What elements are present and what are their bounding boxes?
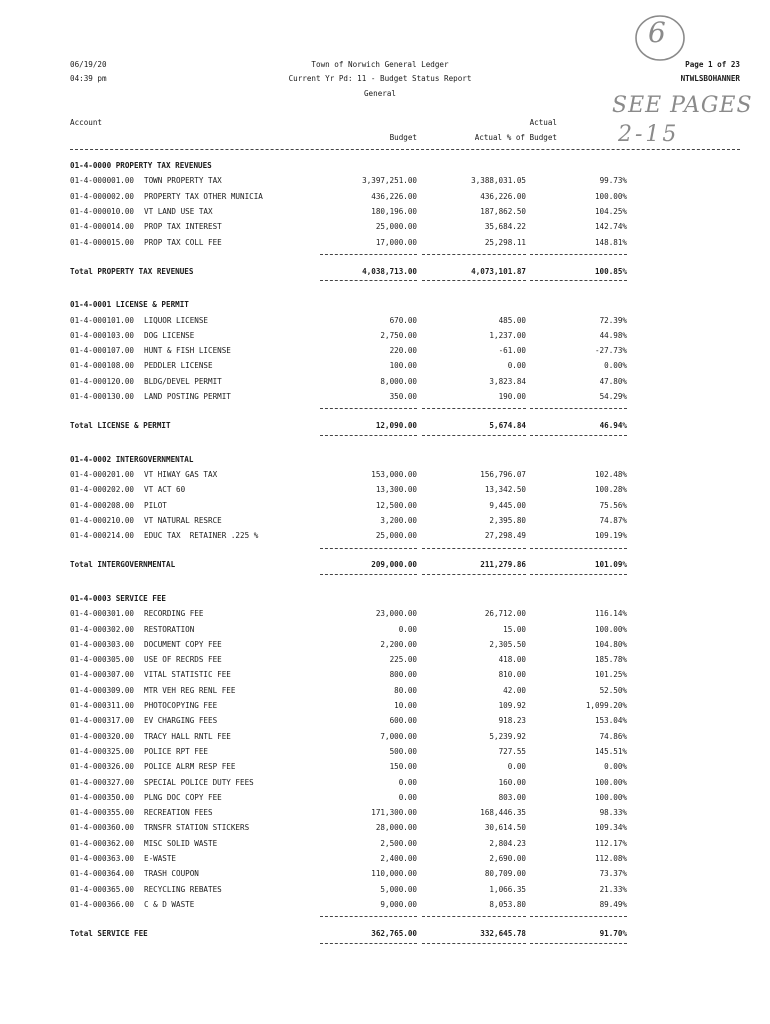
percent-of-budget: 104.25% xyxy=(594,206,627,216)
budget-value: 171,300.00 xyxy=(371,808,417,818)
percent-of-budget: 99.73% xyxy=(599,176,627,186)
total-budget: 362,765.00 xyxy=(371,929,417,939)
account-number: 01-4-000355.00 xyxy=(70,808,135,818)
percent-of-budget: 100.00% xyxy=(594,777,627,787)
percent-of-budget: 52.50% xyxy=(599,685,627,695)
actual-value: 160.00 xyxy=(498,777,526,787)
budget-value: 436,226.00 xyxy=(371,191,417,201)
subtotal-rule xyxy=(422,254,526,255)
account-number: 01-4-000303.00 xyxy=(70,639,135,649)
total-percent: 100.85% xyxy=(594,266,627,276)
actual-value: 2,305.50 xyxy=(489,639,526,649)
account-description: C & D WASTE xyxy=(144,899,195,909)
account-description: EDUC TAX RETAINER .225 % xyxy=(144,531,259,541)
ledger-row xyxy=(70,747,770,755)
subtotal-rule xyxy=(422,916,526,917)
account-description: USE OF RECRDS FEE xyxy=(144,655,222,665)
total-rule xyxy=(422,280,526,281)
budget-value: 350.00 xyxy=(389,392,417,402)
budget-value: 17,000.00 xyxy=(375,237,417,247)
col-budget-header: Budget xyxy=(389,133,417,142)
subtotal-rule xyxy=(320,254,417,255)
total-label: Total LICENSE & PERMIT xyxy=(70,421,171,431)
account-description: RECREATION FEES xyxy=(144,808,213,818)
account-description: DOG LICENSE xyxy=(144,330,195,340)
account-number: 01-4-000015.00 xyxy=(70,237,135,247)
account-description: PHOTOCOPYING FEE xyxy=(144,701,218,711)
budget-value: 25,000.00 xyxy=(375,531,417,541)
total-rule xyxy=(422,435,526,436)
col-actual-pct-header xyxy=(400,133,557,142)
actual-value: 0.00 xyxy=(507,361,526,371)
ledger-row xyxy=(70,869,770,877)
section-title: 01-4-0000 PROPERTY TAX REVENUES xyxy=(70,161,212,170)
budget-value: 7,000.00 xyxy=(380,731,417,741)
total-budget: 4,038,713.00 xyxy=(362,266,417,276)
percent-of-budget: 75.56% xyxy=(599,500,627,510)
ledger-row xyxy=(70,655,770,663)
account-number: 01-4-000326.00 xyxy=(70,762,135,772)
account-description: EV CHARGING FEES xyxy=(144,716,218,726)
actual-value: 80,709.00 xyxy=(484,869,526,879)
total-rule xyxy=(422,574,526,575)
account-description: VITAL STATISTIC FEE xyxy=(144,670,231,680)
total-actual: 211,279.86 xyxy=(480,560,526,570)
total-label: Total INTERGOVERNMENTAL xyxy=(70,560,176,570)
ledger-row xyxy=(70,176,770,184)
budget-value: 153,000.00 xyxy=(371,470,417,480)
account-description: RECORDING FEE xyxy=(144,609,204,619)
budget-value: 3,397,251.00 xyxy=(362,176,417,186)
percent-of-budget: 98.33% xyxy=(599,808,627,818)
account-description: LIQUOR LICENSE xyxy=(144,315,209,325)
budget-value: 800.00 xyxy=(389,670,417,680)
budget-value: 3,200.00 xyxy=(380,515,417,525)
budget-value: 2,200.00 xyxy=(380,639,417,649)
percent-of-budget: 0.00% xyxy=(604,361,627,371)
page-number: Page 1 of 23 xyxy=(685,60,740,69)
section-title: 01-4-0002 INTERGOVERNMENTAL xyxy=(70,454,194,464)
account-description: TRACY HALL RNTL FEE xyxy=(144,731,231,741)
percent-of-budget: 74.87% xyxy=(599,515,627,525)
section-total-row xyxy=(70,929,770,937)
account-description: POLICE RPT FEE xyxy=(144,746,209,756)
total-percent: 101.09% xyxy=(594,560,627,570)
budget-value: 0.00 xyxy=(398,777,417,787)
total-rule xyxy=(530,280,627,281)
budget-value: 670.00 xyxy=(389,315,417,325)
section-total-row xyxy=(70,421,770,429)
actual-value: 27,298.49 xyxy=(484,531,526,541)
budget-value: 110,000.00 xyxy=(371,869,417,879)
actual-value: 727.55 xyxy=(498,746,526,756)
actual-value: 13,342.50 xyxy=(484,485,526,495)
header-rule xyxy=(70,149,740,150)
report-organization: Town of Norwich General Ledger xyxy=(311,60,449,69)
budget-value: 100.00 xyxy=(389,361,417,371)
ledger-row xyxy=(70,793,770,801)
percent-of-budget: 100.28% xyxy=(594,485,627,495)
subtotal-rule xyxy=(320,916,417,917)
actual-value: 26,712.00 xyxy=(484,609,526,619)
ledger-row xyxy=(70,501,770,509)
budget-value: 220.00 xyxy=(389,346,417,356)
ledger-row xyxy=(70,392,770,400)
actual-value: 2,395.80 xyxy=(489,515,526,525)
actual-value: 168,446.35 xyxy=(480,808,526,818)
actual-value: 190.00 xyxy=(498,392,526,402)
actual-value: 42.00 xyxy=(503,685,526,695)
section-title: 01-4-0003 SERVICE FEE xyxy=(70,593,167,603)
account-description: TRNSFR STATION STICKERS xyxy=(144,823,250,833)
subtotal-rule xyxy=(530,254,627,255)
total-percent: 91.70% xyxy=(599,929,627,939)
account-number: 01-4-000311.00 xyxy=(70,701,135,711)
account-number: 01-4-000350.00 xyxy=(70,792,135,802)
account-number: 01-4-000302.00 xyxy=(70,624,135,634)
account-number: 01-4-000130.00 xyxy=(70,392,135,402)
total-rule xyxy=(320,574,417,575)
actual-value: 30,614.50 xyxy=(484,823,526,833)
budget-value: 5,000.00 xyxy=(380,884,417,894)
account-number: 01-4-000108.00 xyxy=(70,361,135,371)
subtotal-rule xyxy=(530,408,627,409)
account-number: 01-4-000366.00 xyxy=(70,899,135,909)
account-number: 01-4-000001.00 xyxy=(70,176,135,186)
account-number: 01-4-000309.00 xyxy=(70,685,135,695)
budget-value: 8,000.00 xyxy=(380,376,417,386)
ledger-row xyxy=(70,732,770,740)
percent-of-budget: 1,099.20% xyxy=(585,701,627,711)
actual-value: 3,388,031.05 xyxy=(471,176,526,186)
budget-value: 9,000.00 xyxy=(380,899,417,909)
percent-of-budget: 112.08% xyxy=(594,854,627,864)
subtotal-rule xyxy=(530,916,627,917)
budget-value: 180,196.00 xyxy=(371,206,417,216)
ledger-row xyxy=(70,316,770,324)
percent-of-budget: 47.80% xyxy=(599,376,627,386)
ledger-row xyxy=(70,346,770,354)
account-number: 01-4-000014.00 xyxy=(70,222,135,232)
budget-value: 23,000.00 xyxy=(375,609,417,619)
account-number: 01-4-000363.00 xyxy=(70,854,135,864)
percent-of-budget: 112.17% xyxy=(594,838,627,848)
account-description: VT ACT 60 xyxy=(144,485,186,495)
budget-value: 0.00 xyxy=(398,624,417,634)
budget-value: 150.00 xyxy=(389,762,417,772)
account-description: POLICE ALRM RESP FEE xyxy=(144,762,236,772)
budget-value: 12,500.00 xyxy=(375,500,417,510)
section-title: 01-4-0001 LICENSE & PERMIT xyxy=(70,300,189,310)
percent-of-budget: 102.48% xyxy=(594,470,627,480)
budget-value: 25,000.00 xyxy=(375,222,417,232)
account-number: 01-4-000327.00 xyxy=(70,777,135,787)
account-number: 01-4-000107.00 xyxy=(70,346,135,356)
account-number: 01-4-000103.00 xyxy=(70,330,135,340)
col-pct-header: % of Budget xyxy=(506,133,557,142)
report-time: 04:39 pm xyxy=(70,74,107,83)
total-actual: 5,674.84 xyxy=(489,421,526,431)
percent-of-budget: 100.00% xyxy=(594,624,627,634)
actual-value: 0.00 xyxy=(507,762,526,772)
handwritten-note-line1: SEE PAGES xyxy=(612,93,753,118)
section-total-row xyxy=(70,267,770,275)
account-description: PROPERTY TAX OTHER MUNICIA xyxy=(144,191,263,201)
budget-value: 500.00 xyxy=(389,746,417,756)
report-title: Current Yr Pd: 11 - Budget Status Report xyxy=(288,74,472,83)
ledger-row xyxy=(70,808,770,816)
report-date: 06/19/20 xyxy=(70,60,107,69)
account-description: TOWN PROPERTY TAX xyxy=(144,176,222,186)
ledger-row xyxy=(70,361,770,369)
budget-value: 13,300.00 xyxy=(375,485,417,495)
budget-value: 2,500.00 xyxy=(380,838,417,848)
percent-of-budget: -27.73% xyxy=(594,346,627,356)
percent-of-budget: 54.29% xyxy=(599,392,627,402)
ledger-row xyxy=(70,885,770,893)
account-description: DOCUMENT COPY FEE xyxy=(144,639,222,649)
percent-of-budget: 148.81% xyxy=(594,237,627,247)
budget-value: 2,400.00 xyxy=(380,854,417,864)
total-percent: 46.94% xyxy=(599,421,627,431)
account-description: PROP TAX INTEREST xyxy=(144,222,222,232)
actual-value: 810.00 xyxy=(498,670,526,680)
percent-of-budget: 153.04% xyxy=(594,716,627,726)
ledger-row xyxy=(70,516,770,524)
account-number: 01-4-000305.00 xyxy=(70,655,135,665)
account-description: RECYCLING REBATES xyxy=(144,884,222,894)
account-description: PILOT xyxy=(144,500,167,510)
account-description: VT HIWAY GAS TAX xyxy=(144,470,218,480)
account-description: PLNG DOC COPY FEE xyxy=(144,792,222,802)
ledger-row xyxy=(70,331,770,339)
account-number: 01-4-000210.00 xyxy=(70,515,135,525)
account-number: 01-4-000364.00 xyxy=(70,869,135,879)
report-user: NTWLSBOHANNER xyxy=(680,74,740,83)
ledger-row xyxy=(70,854,770,862)
budget-value: 600.00 xyxy=(389,716,417,726)
account-description: MISC SOLID WASTE xyxy=(144,838,218,848)
ledger-row xyxy=(70,716,770,724)
total-rule xyxy=(530,435,627,436)
account-number: 01-4-000307.00 xyxy=(70,670,135,680)
actual-value: 436,226.00 xyxy=(480,191,526,201)
ledger-row xyxy=(70,238,770,246)
actual-value: 5,239.92 xyxy=(489,731,526,741)
account-number: 01-4-000201.00 xyxy=(70,470,135,480)
total-budget: 209,000.00 xyxy=(371,560,417,570)
actual-value: 485.00 xyxy=(498,315,526,325)
percent-of-budget: 74.86% xyxy=(599,731,627,741)
actual-value: 2,690.00 xyxy=(489,854,526,864)
account-number: 01-4-000010.00 xyxy=(70,206,135,216)
actual-value: 1,066.35 xyxy=(489,884,526,894)
account-description: TRASH COUPON xyxy=(144,869,199,879)
percent-of-budget: 0.00% xyxy=(604,762,627,772)
account-number: 01-4-000120.00 xyxy=(70,376,135,386)
ledger-row xyxy=(70,762,770,770)
budget-value: 225.00 xyxy=(389,655,417,665)
subtotal-rule xyxy=(422,548,526,549)
budget-value: 0.00 xyxy=(398,792,417,802)
actual-value: 25,298.11 xyxy=(484,237,526,247)
account-number: 01-4-000202.00 xyxy=(70,485,135,495)
account-number: 01-4-000208.00 xyxy=(70,500,135,510)
total-rule xyxy=(422,943,526,944)
account-number: 01-4-000214.00 xyxy=(70,531,135,541)
percent-of-budget: 116.14% xyxy=(594,609,627,619)
account-number: 01-4-000320.00 xyxy=(70,731,135,741)
account-description: VT LAND USE TAX xyxy=(144,206,213,216)
ledger-row xyxy=(70,377,770,385)
percent-of-budget: 100.00% xyxy=(594,191,627,201)
percent-of-budget: 142.74% xyxy=(594,222,627,232)
percent-of-budget: 185.78% xyxy=(594,655,627,665)
budget-value: 28,000.00 xyxy=(375,823,417,833)
account-number: 01-4-000325.00 xyxy=(70,746,135,756)
total-label: Total PROPERTY TAX REVENUES xyxy=(70,266,194,276)
subtotal-rule xyxy=(320,548,417,549)
ledger-row xyxy=(70,207,770,215)
col-actual-header: Actual xyxy=(474,133,503,142)
percent-of-budget: 104.80% xyxy=(594,639,627,649)
handwritten-number: 6 xyxy=(648,16,666,49)
account-description: PEDDLER LICENSE xyxy=(144,361,213,371)
actual-value: 8,053.80 xyxy=(489,899,526,909)
total-rule xyxy=(320,435,417,436)
percent-of-budget: 44.98% xyxy=(599,330,627,340)
actual-value: 1,237.00 xyxy=(489,330,526,340)
total-actual: 4,073,101.87 xyxy=(471,266,526,276)
actual-value: 3,823.84 xyxy=(489,376,526,386)
actual-value: 15.00 xyxy=(503,624,526,634)
total-rule xyxy=(530,574,627,575)
ledger-row xyxy=(70,900,770,908)
actual-value: 918.23 xyxy=(498,716,526,726)
col-account-header: Account xyxy=(70,118,103,127)
account-description: SPECIAL POLICE DUTY FEES xyxy=(144,777,254,787)
ledger-row xyxy=(70,778,770,786)
section-total-row xyxy=(70,560,770,568)
ledger-row xyxy=(70,192,770,200)
account-description: PROP TAX COLL FEE xyxy=(144,237,222,247)
percent-of-budget: 101.25% xyxy=(594,670,627,680)
total-actual: 332,645.78 xyxy=(480,929,526,939)
subtotal-rule xyxy=(422,408,526,409)
ledger-row xyxy=(70,609,770,617)
account-description: MTR VEH REG RENL FEE xyxy=(144,685,236,695)
subtotal-rule xyxy=(530,548,627,549)
account-description: RESTORATION xyxy=(144,624,195,634)
ledger-row xyxy=(70,670,770,678)
ledger-row xyxy=(70,485,770,493)
actual-value: 2,804.23 xyxy=(489,838,526,848)
percent-of-budget: 72.39% xyxy=(599,315,627,325)
percent-of-budget: 109.19% xyxy=(594,531,627,541)
col-actual-top-header: Actual xyxy=(529,118,557,127)
account-description: E-WASTE xyxy=(144,854,177,864)
percent-of-budget: 89.49% xyxy=(599,899,627,909)
actual-value: 187,862.50 xyxy=(480,206,526,216)
budget-value: 80.00 xyxy=(394,685,417,695)
percent-of-budget: 100.00% xyxy=(594,792,627,802)
total-rule xyxy=(530,943,627,944)
account-number: 01-4-000301.00 xyxy=(70,609,135,619)
report-fund: General xyxy=(363,89,396,98)
ledger-row xyxy=(70,222,770,230)
ledger-row xyxy=(70,701,770,709)
account-number: 01-4-000365.00 xyxy=(70,884,135,894)
total-label: Total SERVICE FEE xyxy=(70,929,148,939)
total-budget: 12,090.00 xyxy=(375,421,417,431)
ledger-row xyxy=(70,531,770,539)
actual-value: 109.92 xyxy=(498,701,526,711)
account-description: BLDG/DEVEL PERMIT xyxy=(144,376,222,386)
actual-value: 9,445.00 xyxy=(489,500,526,510)
account-number: 01-4-000362.00 xyxy=(70,838,135,848)
account-description: VT NATURAL RESRCE xyxy=(144,515,222,525)
budget-value: 2,750.00 xyxy=(380,330,417,340)
account-number: 01-4-000360.00 xyxy=(70,823,135,833)
budget-value: 10.00 xyxy=(394,701,417,711)
ledger-row xyxy=(70,470,770,478)
actual-value: 803.00 xyxy=(498,792,526,802)
actual-value: -61.00 xyxy=(498,346,526,356)
percent-of-budget: 73.37% xyxy=(599,869,627,879)
account-description: HUNT & FISH LICENSE xyxy=(144,346,231,356)
actual-value: 156,796.07 xyxy=(480,470,526,480)
account-number: 01-4-000317.00 xyxy=(70,716,135,726)
account-number: 01-4-000101.00 xyxy=(70,315,135,325)
percent-of-budget: 109.34% xyxy=(594,823,627,833)
ledger-row xyxy=(70,823,770,831)
ledger-row xyxy=(70,686,770,694)
total-rule xyxy=(320,280,417,281)
account-number: 01-4-000002.00 xyxy=(70,191,135,201)
subtotal-rule xyxy=(320,408,417,409)
handwritten-note-line2: 2-15 xyxy=(618,122,680,147)
account-description: LAND POSTING PERMIT xyxy=(144,392,231,402)
ledger-row xyxy=(70,625,770,633)
ledger-row xyxy=(70,640,770,648)
percent-of-budget: 21.33% xyxy=(599,884,627,894)
percent-of-budget: 145.51% xyxy=(594,746,627,756)
ledger-row xyxy=(70,839,770,847)
total-rule xyxy=(320,943,417,944)
actual-value: 418.00 xyxy=(498,655,526,665)
actual-value: 35,684.22 xyxy=(484,222,526,232)
